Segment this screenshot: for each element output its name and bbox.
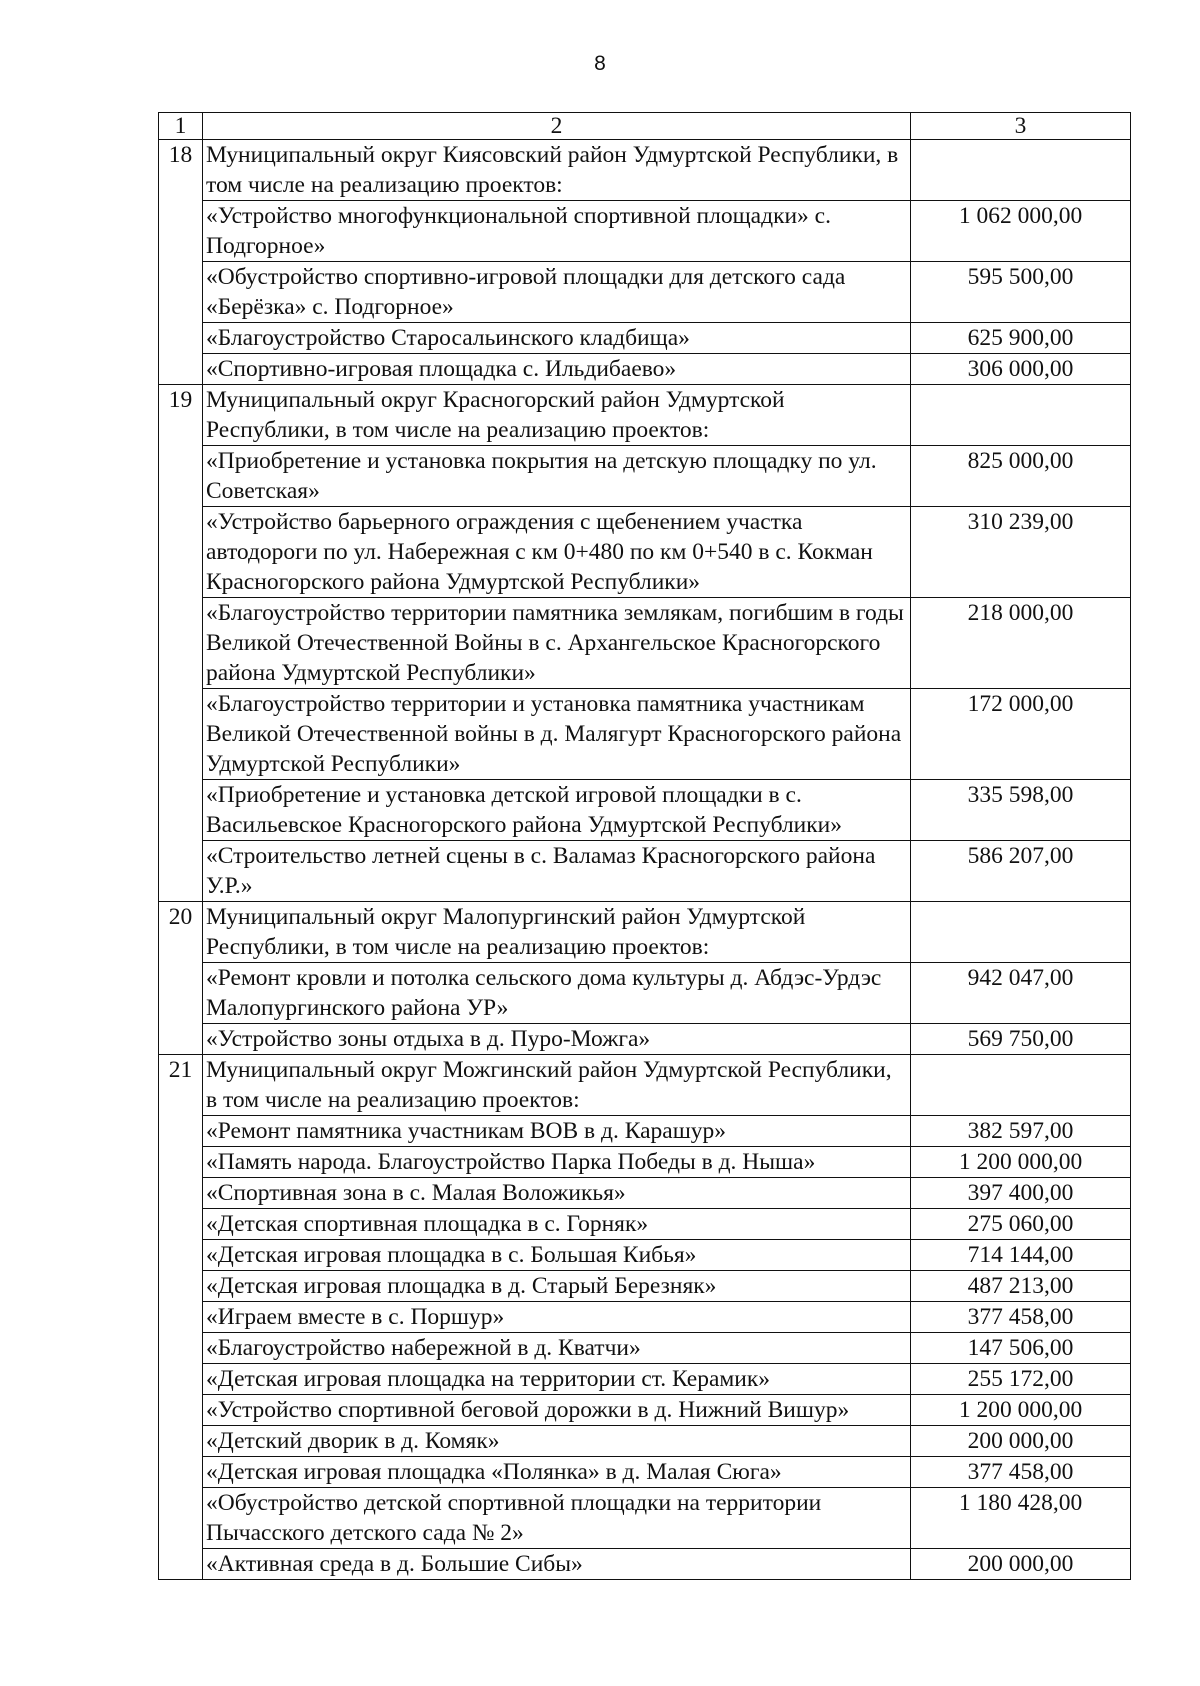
project-row [159,689,1131,780]
project-name: «Детская игровая площадка «Полянка» в д. Малая Сюга» [203,1457,911,1488]
group-amount-empty [911,902,1131,963]
project-name: «Спортивная зона в с. Малая Воложикья» [203,1178,911,1209]
project-name: «Детская игровая площадка на территории ст. Керамик» [203,1364,911,1395]
header-col-2: 2 [203,113,911,140]
project-row [159,1457,1131,1488]
project-name: «Устройство многофункциональной спортивной площадки» с. Подгорное» [203,201,911,262]
project-name: «Устройство зоны отдыха в д. Пуро-Можга» [203,1024,911,1055]
project-name: «Обустройство детской спортивной площадки на территории Пычасского детского сада № 2» [203,1488,911,1549]
project-amount: 335 598,00 [911,780,1131,841]
project-name: «Благоустройство Старосальинского кладбища» [203,323,911,354]
project-name: «Детская игровая площадка в с. Большая Кибья» [203,1240,911,1271]
group-title: Муниципальный округ Киясовский район Удмуртской Республики, в том числе на реализацию проектов: [203,140,911,201]
project-name: «Играем вместе в с. Поршур» [203,1302,911,1333]
project-row [159,1271,1131,1302]
project-name: «Строительство летней сцены в с. Валамаз Красногорского района У.Р.» [203,841,911,902]
project-row [159,507,1131,598]
project-amount: 586 207,00 [911,841,1131,902]
project-amount: 569 750,00 [911,1024,1131,1055]
table-header-row [159,113,1131,140]
project-amount: 487 213,00 [911,1271,1131,1302]
project-row [159,841,1131,902]
project-name: «Спортивно-игровая площадка с. Ильдибаево» [203,354,911,385]
project-row [159,262,1131,323]
project-row [159,1147,1131,1178]
project-name: «Обустройство спортивно-игровой площадки для детского сада «Берёзка» с. Подгорное» [203,262,911,323]
project-row [159,1333,1131,1364]
project-row [159,1209,1131,1240]
group-amount-empty [911,385,1131,446]
project-amount: 255 172,00 [911,1364,1131,1395]
project-amount: 147 506,00 [911,1333,1131,1364]
project-row [159,446,1131,507]
project-amount: 172 000,00 [911,689,1131,780]
project-name: «Благоустройство территории памятника землякам, погибшим в годы Великой Отечественной Войны в с. Архангельское Красногорского района Удмуртской Республики» [203,598,911,689]
group-title: Муниципальный округ Красногорский район Удмуртской Республики, в том числе на реализацию проектов: [203,385,911,446]
project-name: «Активная среда в д. Большие Сибы» [203,1549,911,1580]
project-amount: 382 597,00 [911,1116,1131,1147]
project-amount: 1 180 428,00 [911,1488,1131,1549]
project-row [159,598,1131,689]
group-amount-empty [911,1055,1131,1116]
project-row [159,201,1131,262]
project-amount: 1 062 000,00 [911,201,1131,262]
project-row [159,1395,1131,1426]
project-name: «Детская спортивная площадка в с. Горняк» [203,1209,911,1240]
group-amount-empty [911,140,1131,201]
group-number: 19 [159,385,203,902]
project-row [159,963,1131,1024]
project-amount: 306 000,00 [911,354,1131,385]
project-name: «Благоустройство территории и установка памятника участникам Великой Отечественной войны в д. Малягурт Красногорского района Удмуртской Республики» [203,689,911,780]
project-name: «Приобретение и установка покрытия на детскую площадку по ул. Советская» [203,446,911,507]
project-amount: 200 000,00 [911,1426,1131,1457]
project-amount: 595 500,00 [911,262,1131,323]
table-body [159,113,1131,1580]
project-row [159,1178,1131,1209]
project-row [159,354,1131,385]
group-title: Муниципальный округ Можгинский район Удмуртской Республики, в том числе на реализацию проектов: [203,1055,911,1116]
project-row [159,780,1131,841]
project-amount: 310 239,00 [911,507,1131,598]
project-row [159,1116,1131,1147]
group-number: 21 [159,1055,203,1580]
project-amount: 218 000,00 [911,598,1131,689]
project-amount: 942 047,00 [911,963,1131,1024]
project-name: «Детский дворик в д. Комяк» [203,1426,911,1457]
budget-table [158,112,1131,1580]
project-amount: 714 144,00 [911,1240,1131,1271]
page-number: 8 [594,52,606,75]
project-row [159,1240,1131,1271]
project-name: «Приобретение и установка детской игровой площадки в с. Васильевское Красногорского района Удмуртской Республики» [203,780,911,841]
project-amount: 377 458,00 [911,1302,1131,1333]
project-amount: 825 000,00 [911,446,1131,507]
group-number: 20 [159,902,203,1055]
project-amount: 625 900,00 [911,323,1131,354]
project-name: «Устройство барьерного ограждения с щебенением участка автодороги по ул. Набережная с км 0+480 по км 0+540 в с. Кокман Красногорского района Удмуртской Республики» [203,507,911,598]
project-amount: 397 400,00 [911,1178,1131,1209]
project-amount: 377 458,00 [911,1457,1131,1488]
project-amount: 200 000,00 [911,1549,1131,1580]
project-row [159,1364,1131,1395]
project-amount: 1 200 000,00 [911,1147,1131,1178]
project-row [159,1488,1131,1549]
project-amount: 275 060,00 [911,1209,1131,1240]
project-name: «Благоустройство набережной в д. Кватчи» [203,1333,911,1364]
header-col-1: 1 [159,113,203,140]
group-row [159,385,1131,446]
group-row [159,1055,1131,1116]
project-row [159,1549,1131,1580]
group-row [159,902,1131,963]
header-col-3: 3 [911,113,1131,140]
group-number: 18 [159,140,203,385]
project-name: «Память народа. Благоустройство Парка Победы в д. Ныша» [203,1147,911,1178]
project-row [159,1302,1131,1333]
project-amount: 1 200 000,00 [911,1395,1131,1426]
group-title: Муниципальный округ Малопургинский район Удмуртской Республики, в том числе на реализацию проектов: [203,902,911,963]
project-row [159,1426,1131,1457]
project-name: «Детская игровая площадка в д. Старый Березняк» [203,1271,911,1302]
group-row [159,140,1131,201]
project-name: «Ремонт кровли и потолка сельского дома культуры д. Абдэс-Урдэс Малопургинского района УР» [203,963,911,1024]
project-row [159,1024,1131,1055]
project-name: «Ремонт памятника участникам ВОВ в д. Карашур» [203,1116,911,1147]
project-row [159,323,1131,354]
project-name: «Устройство спортивной беговой дорожки в д. Нижний Вишур» [203,1395,911,1426]
